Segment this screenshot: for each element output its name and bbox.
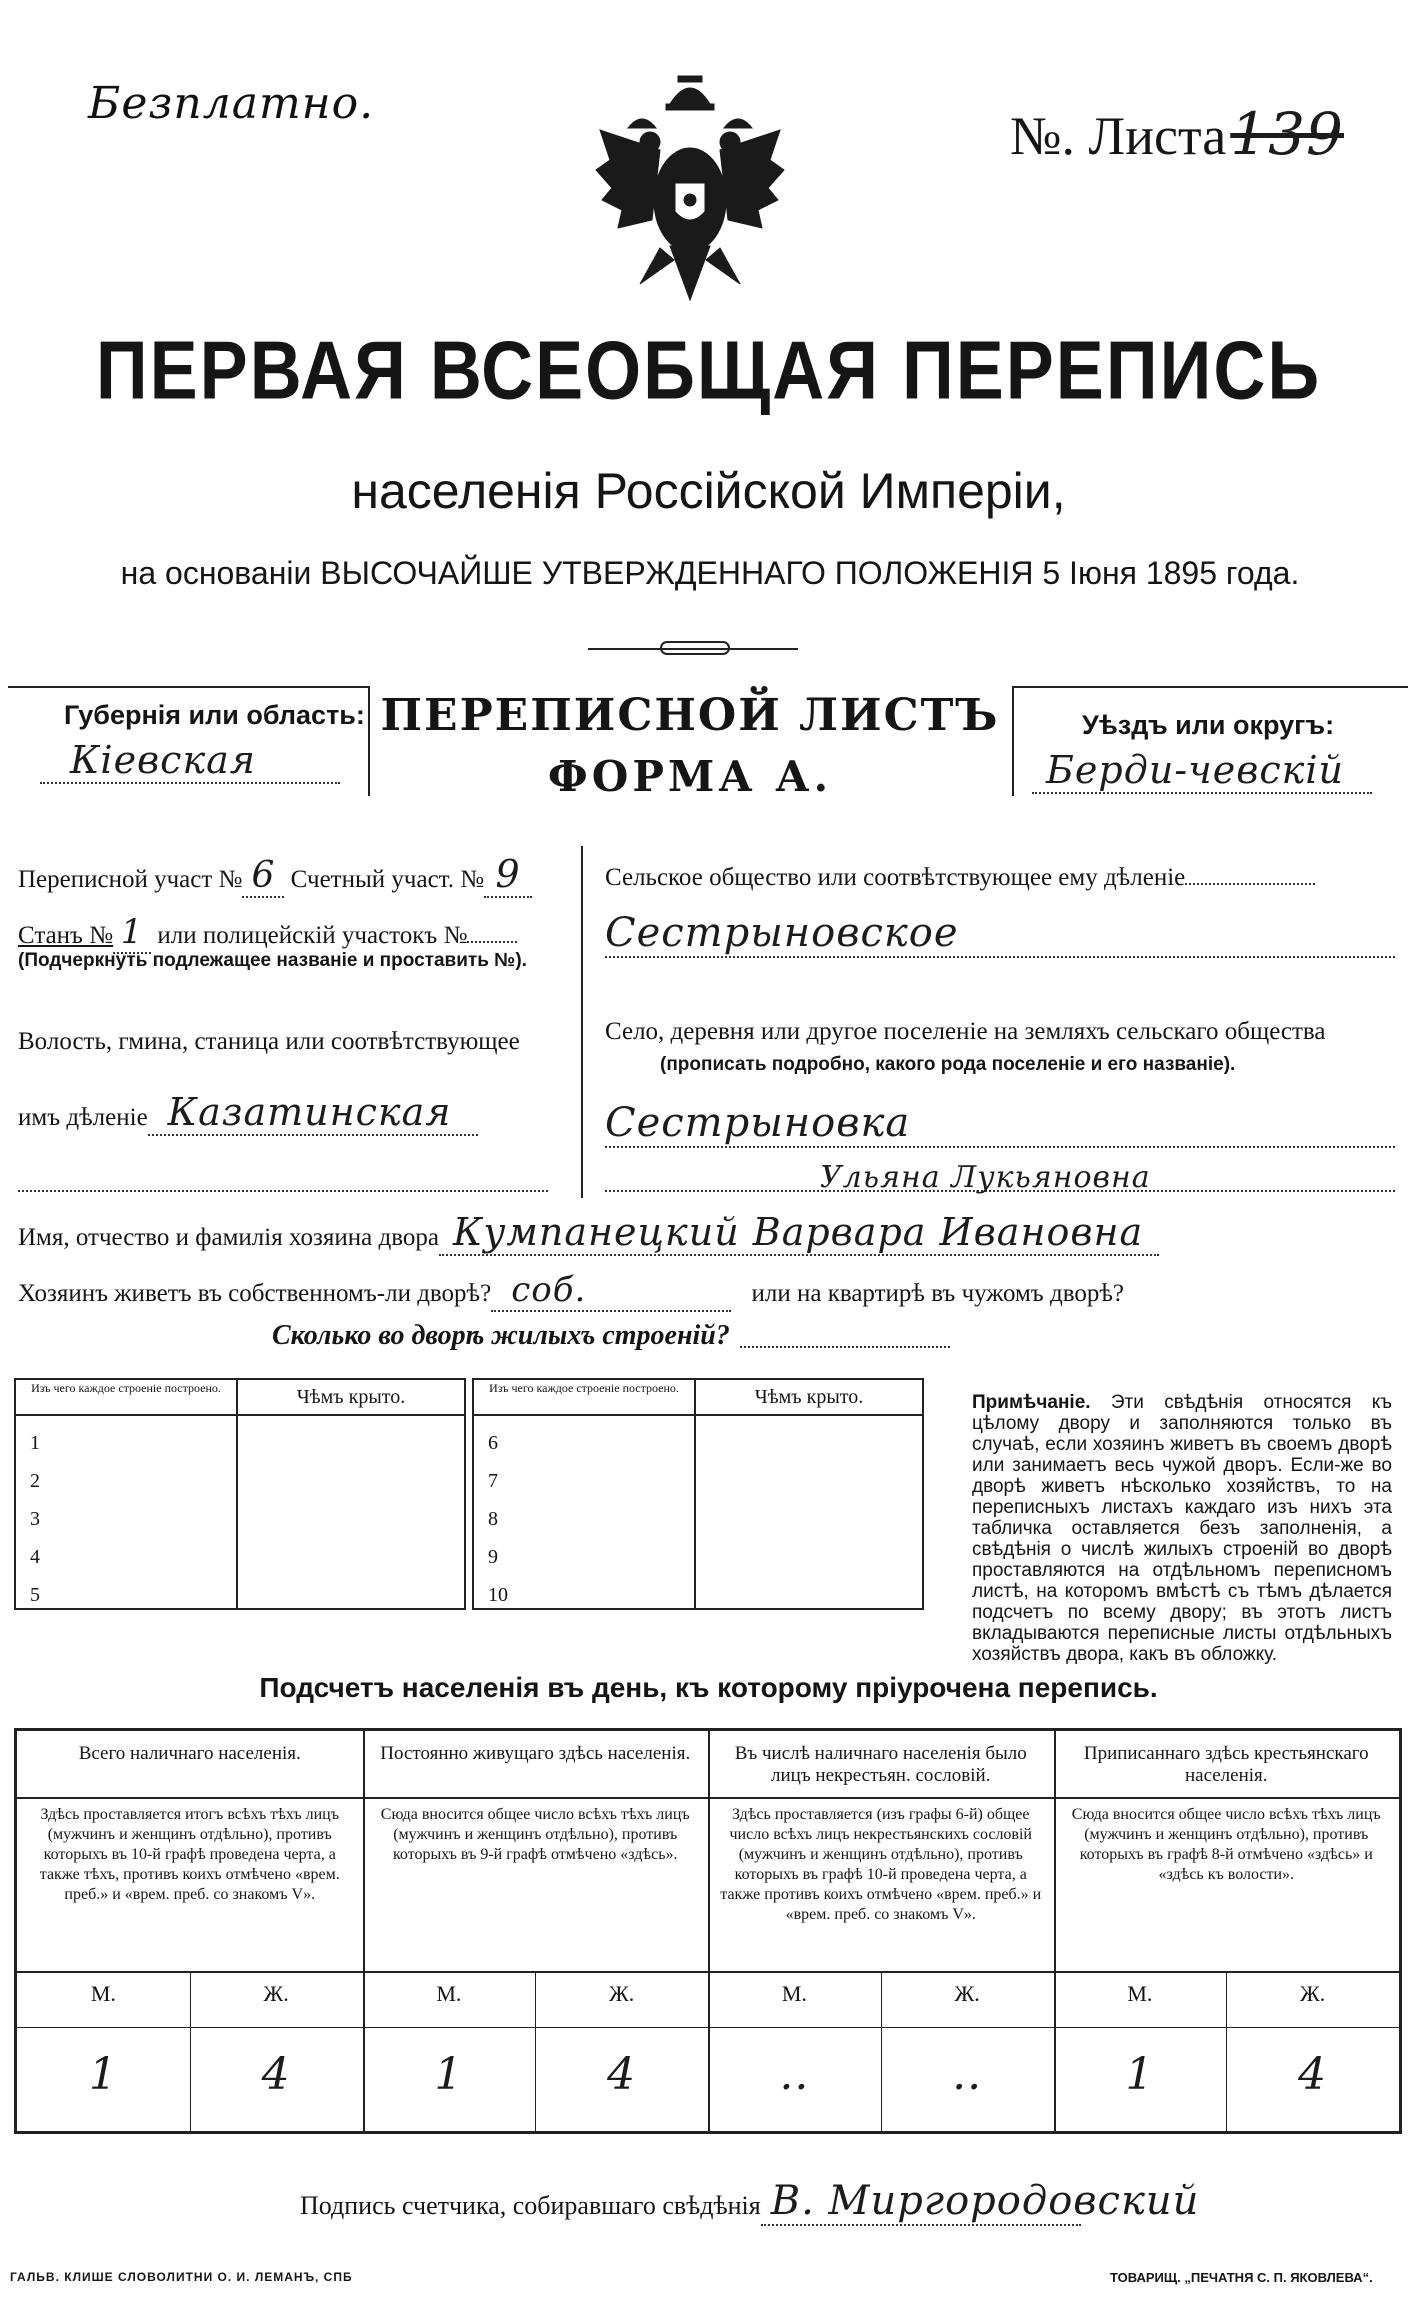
buildings-right-rows (488, 1424, 528, 1614)
remark-block (972, 1392, 1392, 1665)
population-col-title: Всего наличнаго населенія. (78, 1743, 301, 1764)
perepisnoy-row (18, 852, 532, 898)
signature-row (300, 2178, 1200, 2226)
buildings-left-row-number: 5 (30, 1584, 40, 1606)
population-male-label: М. (436, 1981, 462, 2006)
schetny-label: Счетный участ. № (290, 866, 485, 893)
lives-value: соб. (491, 1270, 731, 1312)
selskoe-value: Сестрыновское (605, 910, 1395, 958)
selskoe-row (605, 864, 1315, 892)
buildings-left-row-number: 3 (30, 1508, 40, 1530)
right-print-mark: ТОВАРИЩ. „ПЕЧАТНЯ С. П. ЯКОВЛЕВА“. (1110, 2270, 1373, 2285)
volost-row (18, 1090, 478, 1136)
buildings-col-material-2: Изъ чего каждое строеніе построено. (489, 1382, 679, 1395)
population-male-label: М. (90, 1981, 116, 2006)
buildings-right-row-number: 8 (488, 1508, 498, 1530)
gubernia-label: Губернія или область: (64, 700, 365, 730)
buildings-col-roof: Чѣмъ крыто. (296, 1386, 406, 1408)
population-female-label: Ж. (1300, 1981, 1326, 2006)
population-heading: Подсчетъ населенія въ день, къ которому пріурочена перепись. (259, 1672, 1158, 1703)
population-col-title: Въ числѣ наличнаго населенія было лицъ некрестьян. сословій. (734, 1743, 1027, 1786)
form-title: ПЕРЕПИСНОЙ ЛИСТЪ (380, 690, 1000, 741)
population-col-description: Сюда вносится общее число всѣхъ тѣхъ лицъ (мужчинъ и женщинъ отдѣльно), противъ которыхъ въ 9-й графѣ отмѣчено «здѣсь». (380, 1806, 690, 1863)
population-female-label: Ж. (609, 1981, 635, 2006)
uezd-box-side (1012, 686, 1014, 796)
buildings-left-row-number: 2 (30, 1470, 40, 1492)
page-subtitle: населенія Россійской Имперіи, (351, 463, 1066, 519)
population-col-description: Здѣсь проставляется (изъ графы 6-й) общее число всѣхъ лицъ некрестьянскихъ сословій (мужчинъ и женщинъ отдѣльно), противъ которыхъ въ графѣ 10-й проведена черта, а также противъ коихъ отмѣчено «врем. преб.» и «врем. преб. со знакомъ V». (720, 1806, 1042, 1923)
page-title: ПЕРВАЯ ВСЕОБЩАЯ ПЕРЕПИСЬ (95, 325, 1322, 417)
selo-note: (прописать подробно, какого рода поселеніе и его названіе). (660, 1054, 1236, 1075)
remark-title: Примѣчаніе. (972, 1392, 1091, 1413)
population-female-label: Ж. (954, 1981, 980, 2006)
stan-label: Станъ № (18, 922, 114, 949)
buildings-left-row-number: 4 (30, 1546, 40, 1568)
lives-label2: или на квартирѣ въ чужомъ дворѣ? (751, 1280, 1125, 1307)
population-col-description: Здѣсь проставляется итогъ всѣхъ тѣхъ лицъ (мужчинъ и женщинъ отдѣльно), противъ которыхъ въ 10-й графѣ проведена черта, а также тѣхъ, противъ коихъ отмѣчено «врем. преб.» и «врем. преб. со знакомъ V». (39, 1806, 340, 1903)
free-label: Безплатно. (88, 78, 375, 129)
population-male-label: М. (781, 1981, 807, 2006)
buildings-table-left (14, 1378, 466, 1610)
buildings-question: Сколько во дворѣ жилыхъ строеній? (272, 1320, 730, 1351)
population-male-value: 1 (88, 2049, 118, 2100)
population-female-value: 4 (1298, 2049, 1328, 2100)
gubernia-value: Кіевская (40, 738, 340, 784)
population-male-value: 1 (434, 2049, 464, 2100)
population-col-title: Постоянно живущаго здѣсь населенія. (380, 1743, 691, 1764)
lives-label: Хозяинъ живетъ въ собственномъ-ли дворѣ? (18, 1280, 492, 1307)
owner-value: Кумпанецкий Варвара Ивановна (439, 1210, 1159, 1256)
sheet-number: 139 (1230, 100, 1344, 168)
selo-value: Сестрыновка (605, 1100, 1395, 1148)
buildings-right-row-number: 10 (488, 1584, 508, 1606)
population-table (14, 1728, 1402, 2134)
schetny-value: 9 (484, 852, 532, 898)
population-female-label: Ж. (263, 1981, 289, 2006)
form-subtitle: ФОРМА А. (547, 752, 833, 801)
buildings-left-rows (30, 1424, 70, 1614)
population-male-value: .. (779, 2049, 810, 2100)
population-male-label: М. (1127, 1981, 1153, 2006)
sheet-number-block (1010, 100, 1344, 168)
volost-label: Волость, гмина, станица или соотвѣтствующее (18, 1028, 520, 1055)
uezd-box-line (1012, 686, 1408, 688)
volost-underline (18, 1190, 548, 1192)
stan-note: (Подчеркнуть подлежащее названіе и проставить №). (18, 950, 527, 971)
buildings-col-material: Изъ чего каждое строеніе построено. (31, 1382, 221, 1395)
population-female-value: .. (952, 2049, 983, 2100)
gubernia-box-line (8, 686, 370, 688)
sheet-label: №. Листа (1010, 106, 1227, 166)
population-col-description: Сюда вносится общее число всѣхъ тѣхъ лицъ (мужчинъ и женщинъ отдѣльно), противъ которыхъ въ графѣ 8-й отмѣчено «здѣсь» и «здѣсь къ волости». (1071, 1806, 1381, 1883)
remark-text: Эти свѣдѣнія относятся къ цѣлому двору и заполняются только въ случаѣ, если хозяинъ живетъ въ своемъ дворѣ или занимаетъ весь чужой дворъ. Если-же во дворѣ живетъ нѣсколько хозяйствъ, то на переписныхъ листахъ каждаго изъ нихъ эта табличка оставляется безъ заполненія, а свѣдѣнія о числѣ жилыхъ строеній во дворѣ проставляются на отдѣльномъ переписномъ листѣ, на которомъ вмѣстѣ съ тѣмъ дѣлается подсчетъ по всему двору; въ этотъ листъ вкладываются переписные листы отдѣльныхъ хозяйствъ двора, какъ въ обложку. (972, 1392, 1392, 1665)
volost-value: Казатинская (148, 1090, 478, 1136)
stan-row (18, 912, 517, 954)
field-divider-vertical (581, 846, 583, 1198)
basis-line: на основаніи ВЫСОЧАЙШЕ УТВЕРЖДЕННАГО ПОЛОЖЕНІЯ 5 Іюня 1895 года. (120, 555, 1300, 591)
uezd-label: Уѣздъ или округъ: (1082, 710, 1335, 740)
volost-label2: имъ дѣленіе (18, 1104, 148, 1131)
police-label: или полицейскій участокъ № (157, 922, 468, 949)
buildings-left-row-number: 1 (30, 1432, 40, 1454)
population-col-title: Приписаннаго здѣсь крестьянскаго населенія. (1083, 1743, 1369, 1786)
buildings-right-row-number: 7 (488, 1470, 498, 1492)
population-female-value: 4 (607, 2049, 637, 2100)
owner-label: Имя, отчество и фамилія хозяина двора (18, 1224, 439, 1251)
left-print-mark: ГАЛЬВ. КЛИШЕ СЛОВОЛИТНИ О. И. ЛЕМАНЪ, СПБ (10, 2270, 353, 2284)
buildings-right-row-number: 9 (488, 1546, 498, 1568)
perepisnoy-value: 6 (242, 855, 284, 898)
signature-label: Подпись счетчика, собиравшаго свѣдѣнія (300, 2191, 761, 2220)
perepisnoy-label: Переписной участ № (18, 866, 243, 893)
selo-label: Село, деревня или другое поселеніе на земляхъ сельскаго общества (605, 1018, 1326, 1045)
buildings-answer (740, 1346, 950, 1348)
selskoe-label: Сельское общество или соотвѣтствующее ему дѣленіе (605, 864, 1186, 891)
coat-of-arms-emblem (590, 70, 790, 310)
population-female-value: 4 (261, 2049, 291, 2100)
buildings-table-right (472, 1378, 924, 1610)
owner-above-text: Ульяна Лукьяновна (820, 1160, 1151, 1195)
stan-value: 1 (113, 912, 151, 954)
signature-value: В. Миргородовский (761, 2178, 1081, 2226)
uezd-value: Берди-чевскій (1032, 748, 1372, 794)
buildings-right-row-number: 6 (488, 1432, 498, 1454)
population-male-value: 1 (1125, 2049, 1155, 2100)
buildings-col-roof-2: Чѣмъ крыто. (754, 1386, 864, 1408)
police-value (467, 941, 517, 943)
lives-row (18, 1270, 1124, 1312)
ornament-center (660, 641, 730, 655)
owner-row (18, 1210, 1159, 1256)
